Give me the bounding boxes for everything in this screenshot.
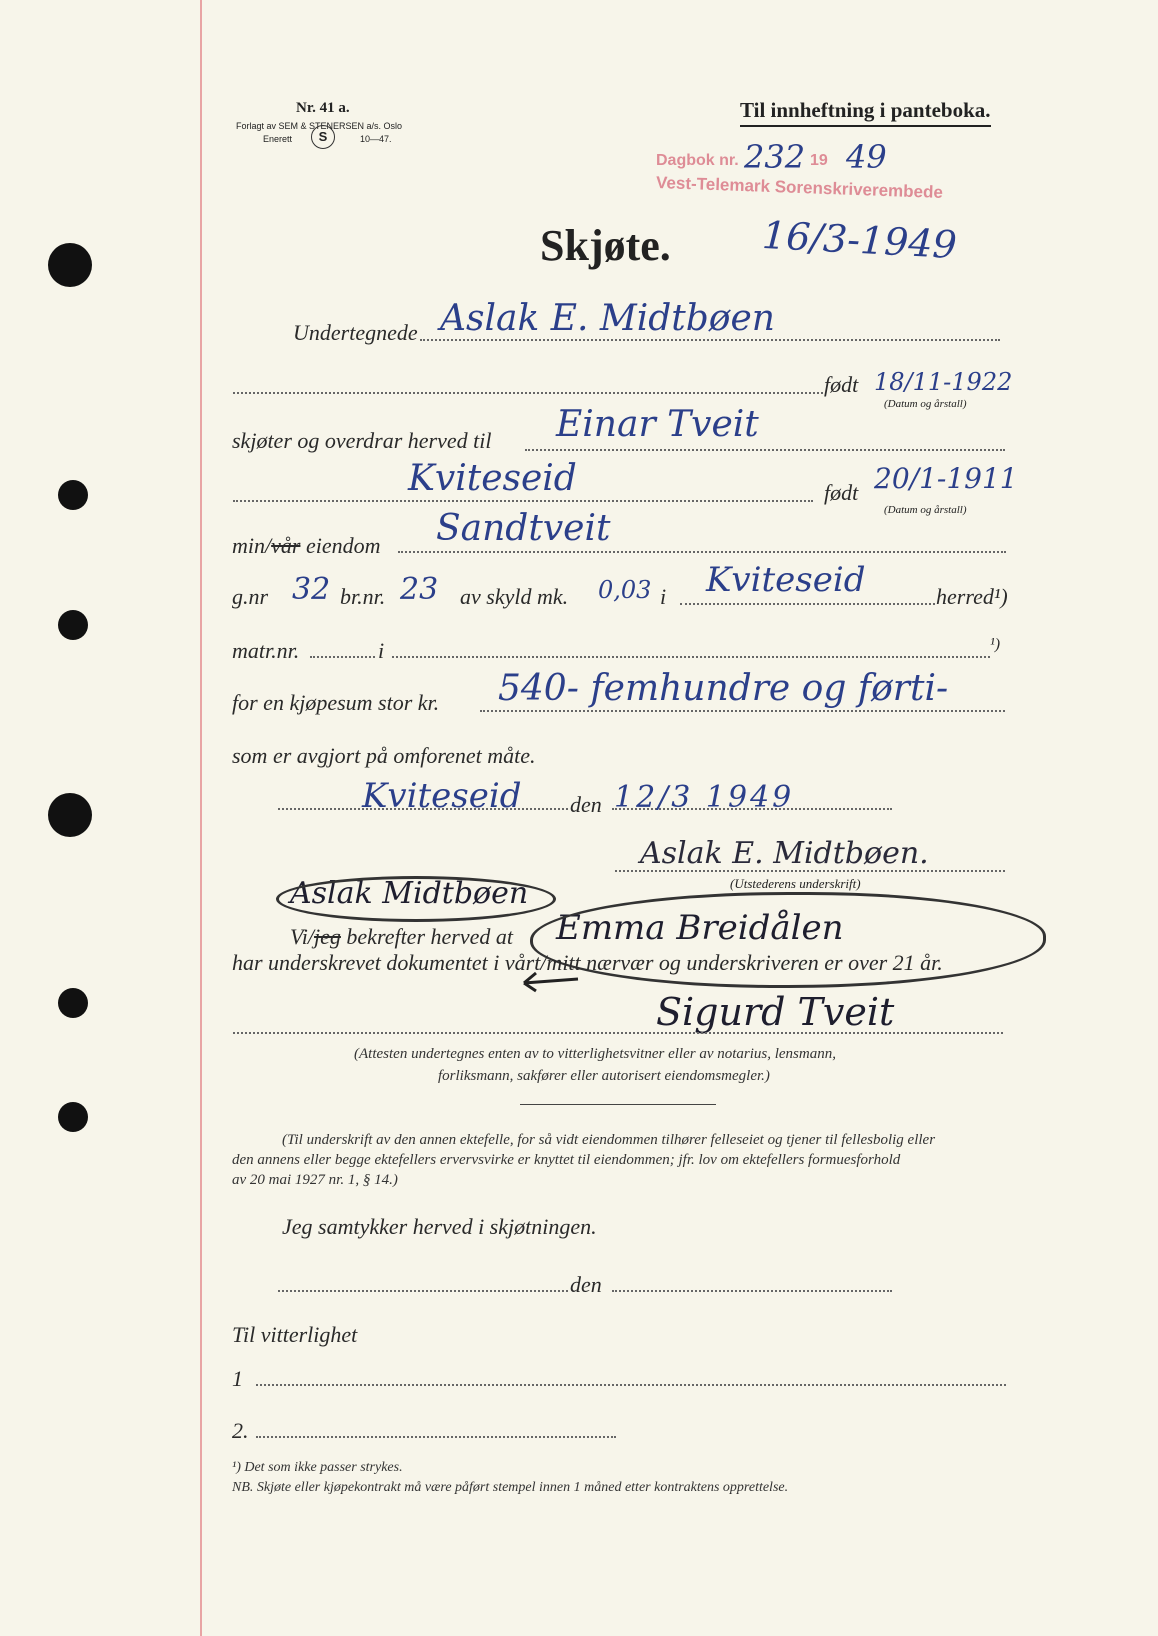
price-label: for en kjøpesum stor kr. [232, 690, 440, 715]
i-label: i [660, 584, 667, 609]
dotted-line [612, 1290, 892, 1292]
dotted-line [233, 1032, 1003, 1034]
conveys-label: skjøter og overdrar herved til [232, 428, 492, 453]
attest-note-line2: forliksmann, sakfører eller autorisert eiendomsmegler.) [438, 1068, 770, 1084]
punch-hole [58, 1102, 88, 1132]
document-title: Skjøte. [540, 221, 671, 270]
witness-subject: Emma Breidålen [556, 908, 844, 948]
punch-hole [48, 793, 92, 837]
matr-label: matr.nr. [232, 638, 300, 663]
dotted-line [398, 551, 1006, 553]
grantee-birthdate: 20/1-1911 [874, 462, 1018, 495]
eiendom-label-post: eiendom [300, 533, 381, 558]
punch-hole [58, 480, 88, 510]
signature-oval [276, 876, 556, 922]
gnr-value: 32 [292, 572, 331, 607]
spouse-note-line2: den annens eller begge ektefellers ervervsvirke er knyttet til eiendommen; jfr. lov om ektefellers formuesforhold [232, 1152, 901, 1168]
witness-line2: har underskrevet dokumentet i vårt/mitt nærvær og underskriveren er over 21 år. [232, 950, 943, 975]
dotted-line [233, 392, 823, 394]
spouse-consent: Jeg samtykker herved i skjøtningen. [282, 1214, 597, 1239]
price-value: 540- femhundre og førti- [498, 668, 949, 709]
spouse-note-line1: (Til underskrift av den annen ektefelle, for så vidt eiendommen tilhører felleseiet og tjener til fellesbolig eller [282, 1132, 936, 1148]
dotted-line [480, 710, 1005, 712]
publisher-date: 10—47. [360, 134, 392, 144]
brnr-label: br.nr. [340, 584, 386, 609]
signing-place: Kviteseid [362, 776, 522, 816]
fodt-label-2: født [824, 480, 859, 505]
form-number: Nr. 41 a. [296, 100, 350, 116]
arrow-icon [520, 965, 580, 995]
publisher-enerett: Enerett [263, 134, 293, 144]
agreed-label: som er avgjort på omforenet måte. [232, 743, 536, 768]
dotted-line [615, 870, 1005, 872]
dotted-line [233, 500, 813, 502]
title-date: 16/3-1949 [760, 212, 958, 268]
matr-note: ¹) [990, 636, 1001, 653]
signing-date: 12/3 1949 [614, 780, 795, 815]
brnr-value: 23 [400, 572, 439, 607]
stamp-year: 49 [846, 138, 887, 176]
publisher-logo-icon: S [311, 125, 335, 149]
witness-prefix-struck: jeg [314, 924, 341, 949]
stamp-office: Vest-Telemark Sorenskriverembede [655, 172, 944, 203]
eiendom-label [232, 533, 380, 559]
punch-hole [58, 610, 88, 640]
grantor-name: Aslak E. Midtbøen [440, 298, 775, 339]
witness-margin-name: Aslak Midtbøen [290, 876, 529, 911]
gnr-label: g.nr [232, 584, 269, 609]
skyld-value: 0,03 [598, 576, 652, 604]
binding-note: Til innheftning i panteboka. [740, 98, 991, 127]
signature-label: (Utstederens underskrift) [730, 876, 861, 891]
divider [520, 1104, 716, 1105]
skyld-label: av skyld mk. [460, 584, 569, 609]
dotted-line [256, 1384, 1006, 1386]
punch-hole [58, 988, 88, 1018]
witness-signature: Sigurd Tveit [656, 990, 895, 1034]
dotted-line [680, 603, 935, 605]
dotted-line [278, 808, 568, 810]
witness-prefix-pre: Vi/ [290, 924, 315, 949]
stamp-journal-number: 232 [744, 138, 806, 176]
attest-note-line1: (Attesten undertegnes enten av to vitterlighetsvitner eller av notarius, lensmann, [354, 1046, 836, 1062]
publisher-line: Forlagt av SEM & STENERSEN a/s. Oslo [236, 121, 403, 131]
stamp-year-prefix: 19 [810, 152, 828, 169]
undertegnede-label: Undertegnede [293, 320, 418, 345]
dotted-line [420, 339, 1000, 341]
dotted-line [256, 1436, 616, 1438]
grantee-place: Kviteseid [408, 458, 577, 499]
stamp-journal-label: Dagbok nr. [656, 152, 739, 169]
datum-label-2: (Datum og årstall) [884, 504, 967, 516]
witness-1-label: 1 [232, 1366, 243, 1391]
eiendom-label-pre: min/ [232, 533, 272, 558]
witness-2-label: 2. [232, 1418, 249, 1443]
dotted-line [525, 449, 1005, 451]
fodt-label: født [824, 372, 859, 397]
matr-i-label: i [378, 638, 385, 663]
datum-label: (Datum og årstall) [884, 398, 967, 410]
spouse-note-line3: av 20 mai 1927 nr. 1, § 14.) [232, 1172, 398, 1188]
witness-prefix [290, 924, 513, 950]
witness-prefix-post: bekrefter herved at [340, 924, 513, 949]
eiendom-label-struck: vår [271, 533, 301, 558]
grantor-birthdate: 18/11-1922 [874, 368, 1013, 396]
vitterlighet-label: Til vitterlighet [232, 1322, 358, 1347]
margin-line [200, 0, 202, 1636]
herred-label: herred¹) [936, 584, 1008, 609]
property-name: Sandtveit [436, 508, 611, 549]
punch-hole [48, 243, 92, 287]
herred-name: Kviteseid [706, 560, 866, 600]
footnote-1: ¹) Det som ikke passer strykes. [232, 1460, 403, 1475]
den-label: den [570, 792, 602, 817]
spouse-den-label: den [570, 1272, 602, 1297]
dotted-line [310, 656, 375, 658]
grantee-name: Einar Tveit [556, 404, 759, 445]
dotted-line [392, 656, 990, 658]
grantor-signature: Aslak E. Midtbøen. [640, 836, 929, 871]
dotted-line [278, 1290, 568, 1292]
footnote-2: NB. Skjøte eller kjøpekontrakt må være påført stempel innen 1 måned etter kontraktens opprettelse. [232, 1480, 789, 1495]
